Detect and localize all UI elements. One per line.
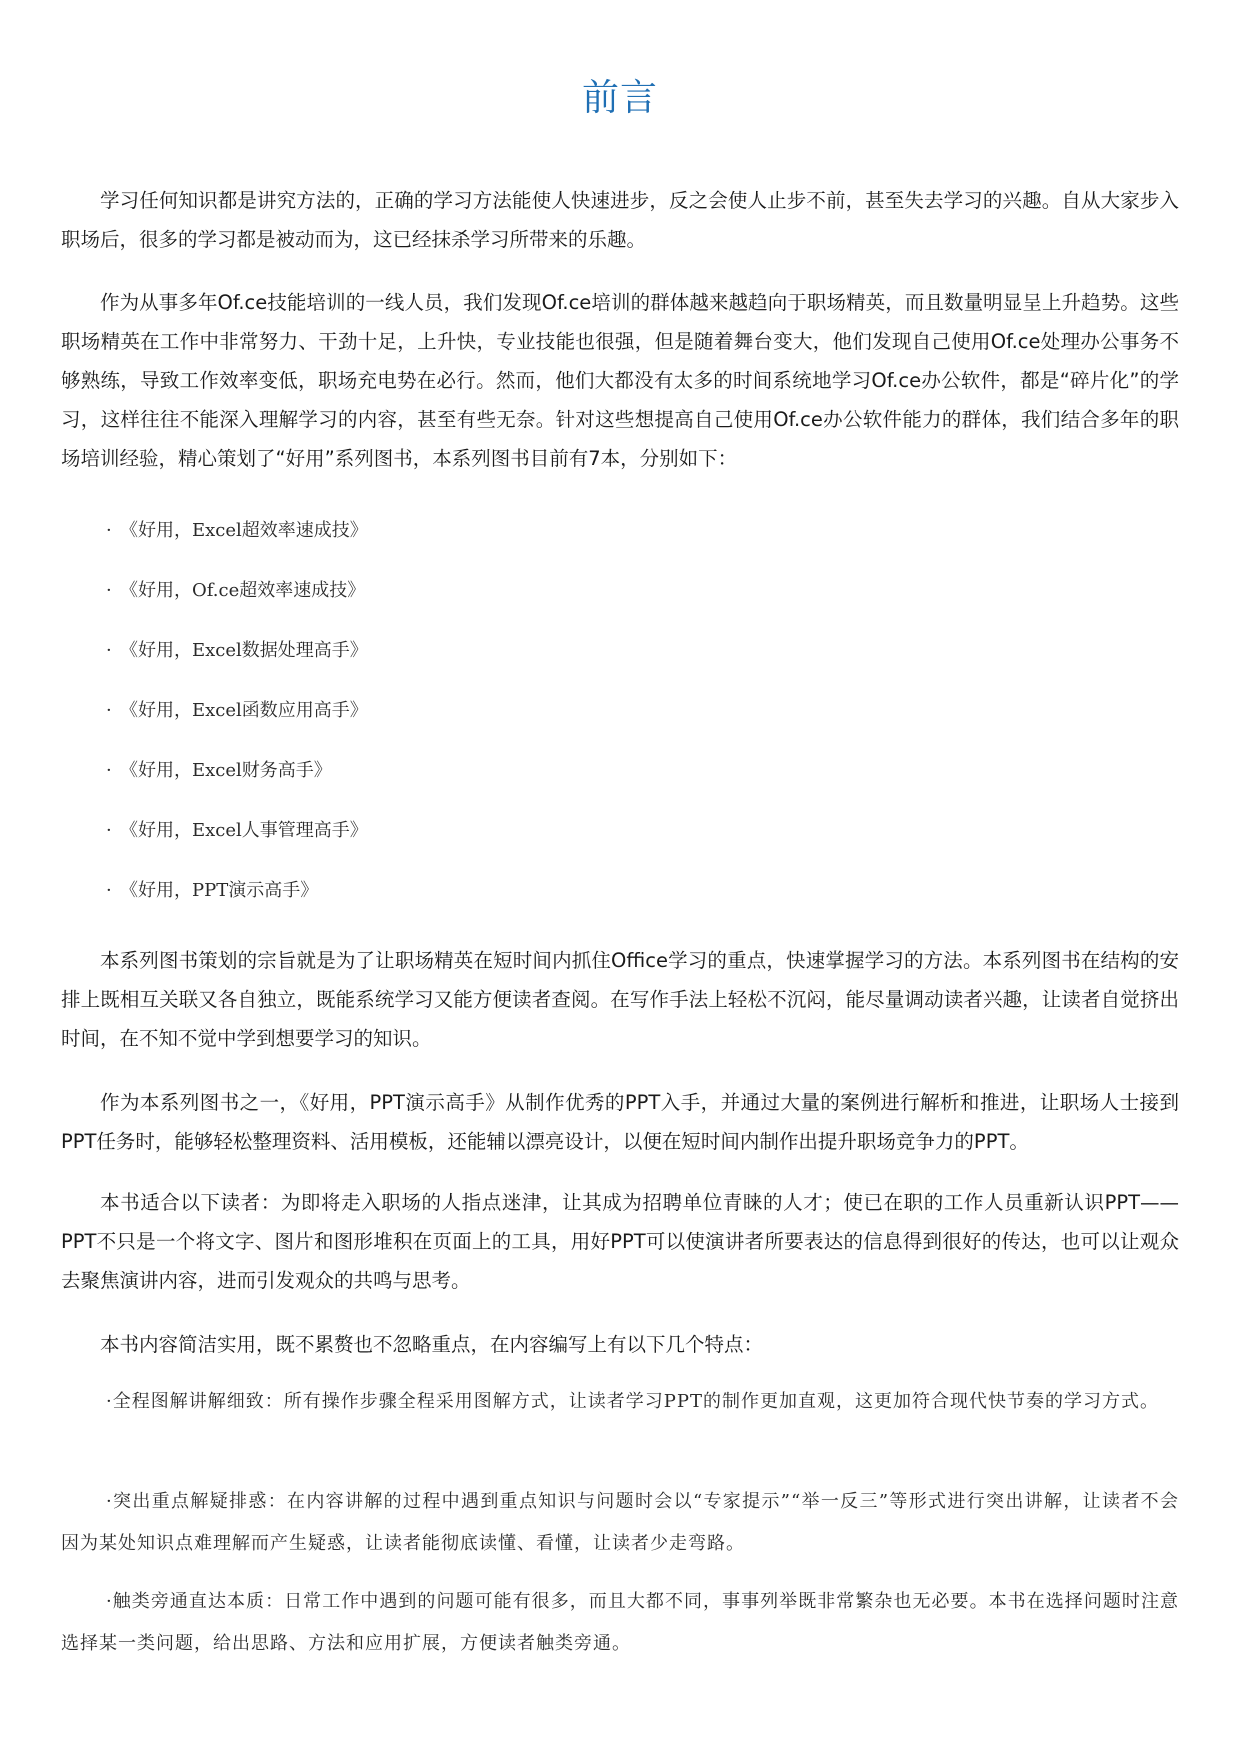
intro-paragraph-2: 作为从事多年Of.ce技能培训的一线人员，我们发现Of.ce培训的群体越来越趋向于职场精英，而且数量明显呈上升趋势。这些职场精英在工作中非常努力、干劲十足，上升快，专业技能也很强，但是随着舞台变大，他们发现自己使用Of.ce处理办公事务不够熟练，导致工作效率变低，职场充电势在必行。然而，他们大都没有太多的时间系统地学习Of.ce办公软件，都是“碎片化”的学习，这样往往不能深入理解学习的内容，甚至有些无奈。针对这些想提高自己使用Of.ce办公软件能力的群体，我们结合多年的职场培训经验，精心策划了“好用”系列图书，本系列图书目前有7本，分别如下：	[61, 291, 1179, 470]
purpose-paragraph: 本系列图书策划的宗旨就是为了让职场精英在短时间内抓住Office学习的重点，快速掌握学习的方法。本系列图书在结构的安排上既相互关联又各自独立，既能系统学习又能方便读者查阅。在写作手法上轻松不沉闷，能尽量调动读者兴趣，让读者自觉挤出时间，在不知不觉中学到想要学习的知识。	[61, 949, 1179, 1050]
book-list-item	[106, 816, 1006, 846]
intro-paragraph-1: 学习任何知识都是讲究方法的，正确的学习方法能使人快速进步，反之会使人止步不前，甚至失去学习的兴趣。自从大家步入职场后，很多的学习都是被动而为，这已经抹杀学习所带来的乐趣。	[61, 189, 1179, 251]
book-list-item	[106, 876, 1006, 906]
feature-item-transfer: ·触类旁通直达本质：日常工作中遇到的问题可能有很多，而且大都不同，事事列举既非常繁杂也无必要。本书在选择问题时注意选择某一类问题，给出思路、方法和应用扩展，方便读者触类旁通。	[61, 1591, 1179, 1654]
bullet-dot: ·	[106, 820, 112, 841]
book-list-item	[106, 576, 1006, 606]
bullet-dot: ·	[106, 640, 112, 661]
bullet-dot: ·	[106, 880, 112, 901]
book-title: 《好用，Of.ce超效率速成技》	[120, 580, 366, 601]
bullet-dot: ·	[106, 700, 112, 721]
book-title: 《好用，Excel函数应用高手》	[120, 700, 368, 721]
book-intro-paragraph: 作为本系列图书之一，《好用，PPT演示高手》从制作优秀的PPT入手，并通过大量的案例进行解析和推进，让职场人士接到PPT任务时，能够轻松整理资料、活用模板，还能辅以漂亮设计，以便在短时间内制作出提升职场竞争力的PPT。	[61, 1091, 1179, 1153]
feature-item-key-points: ·突出重点解疑排惑：在内容讲解的过程中遇到重点知识与问题时会以“专家提示”“举一反三”等形式进行突出讲解，让读者不会因为某处知识点难理解而产生疑惑，让读者能彻底读懂、看懂，让读者少走弯路。	[61, 1491, 1179, 1554]
bullet-dot: ·	[106, 520, 112, 541]
book-list-item	[106, 696, 1006, 726]
bullet-dot: ·	[106, 760, 112, 781]
book-title: 《好用，PPT演示高手》	[120, 880, 319, 901]
feature-item-illustrated: ·全程图解讲解细致：所有操作步骤全程采用图解方式，让读者学习PPT的制作更加直观，这更加符合现代快节奏的学习方式。	[106, 1391, 1159, 1412]
page-title: 前言	[582, 76, 658, 119]
book-title: 《好用，Excel财务高手》	[120, 760, 332, 781]
book-list-item	[106, 516, 1006, 546]
audience-paragraph: 本书适合以下读者：为即将走入职场的人指点迷津，让其成为招聘单位青睐的人才；使已在职的工作人员重新认识PPT——PPT不只是一个将文字、图片和图形堆积在页面上的工具，用好PPT可以使演讲者所要表达的信息得到很好的传达，也可以让观众去聚焦演讲内容，进而引发观众的共鸣与思考。	[61, 1191, 1179, 1292]
book-list-item	[106, 636, 1006, 666]
features-intro-paragraph: 本书内容简洁实用，既不累赘也不忽略重点，在内容编写上有以下几个特点：	[100, 1333, 764, 1356]
book-list-item	[106, 756, 1006, 786]
book-title: 《好用，Excel超效率速成技》	[120, 520, 368, 541]
bullet-dot: ·	[106, 580, 112, 601]
book-title: 《好用，Excel人事管理高手》	[120, 820, 368, 841]
book-title: 《好用，Excel数据处理高手》	[120, 640, 368, 661]
